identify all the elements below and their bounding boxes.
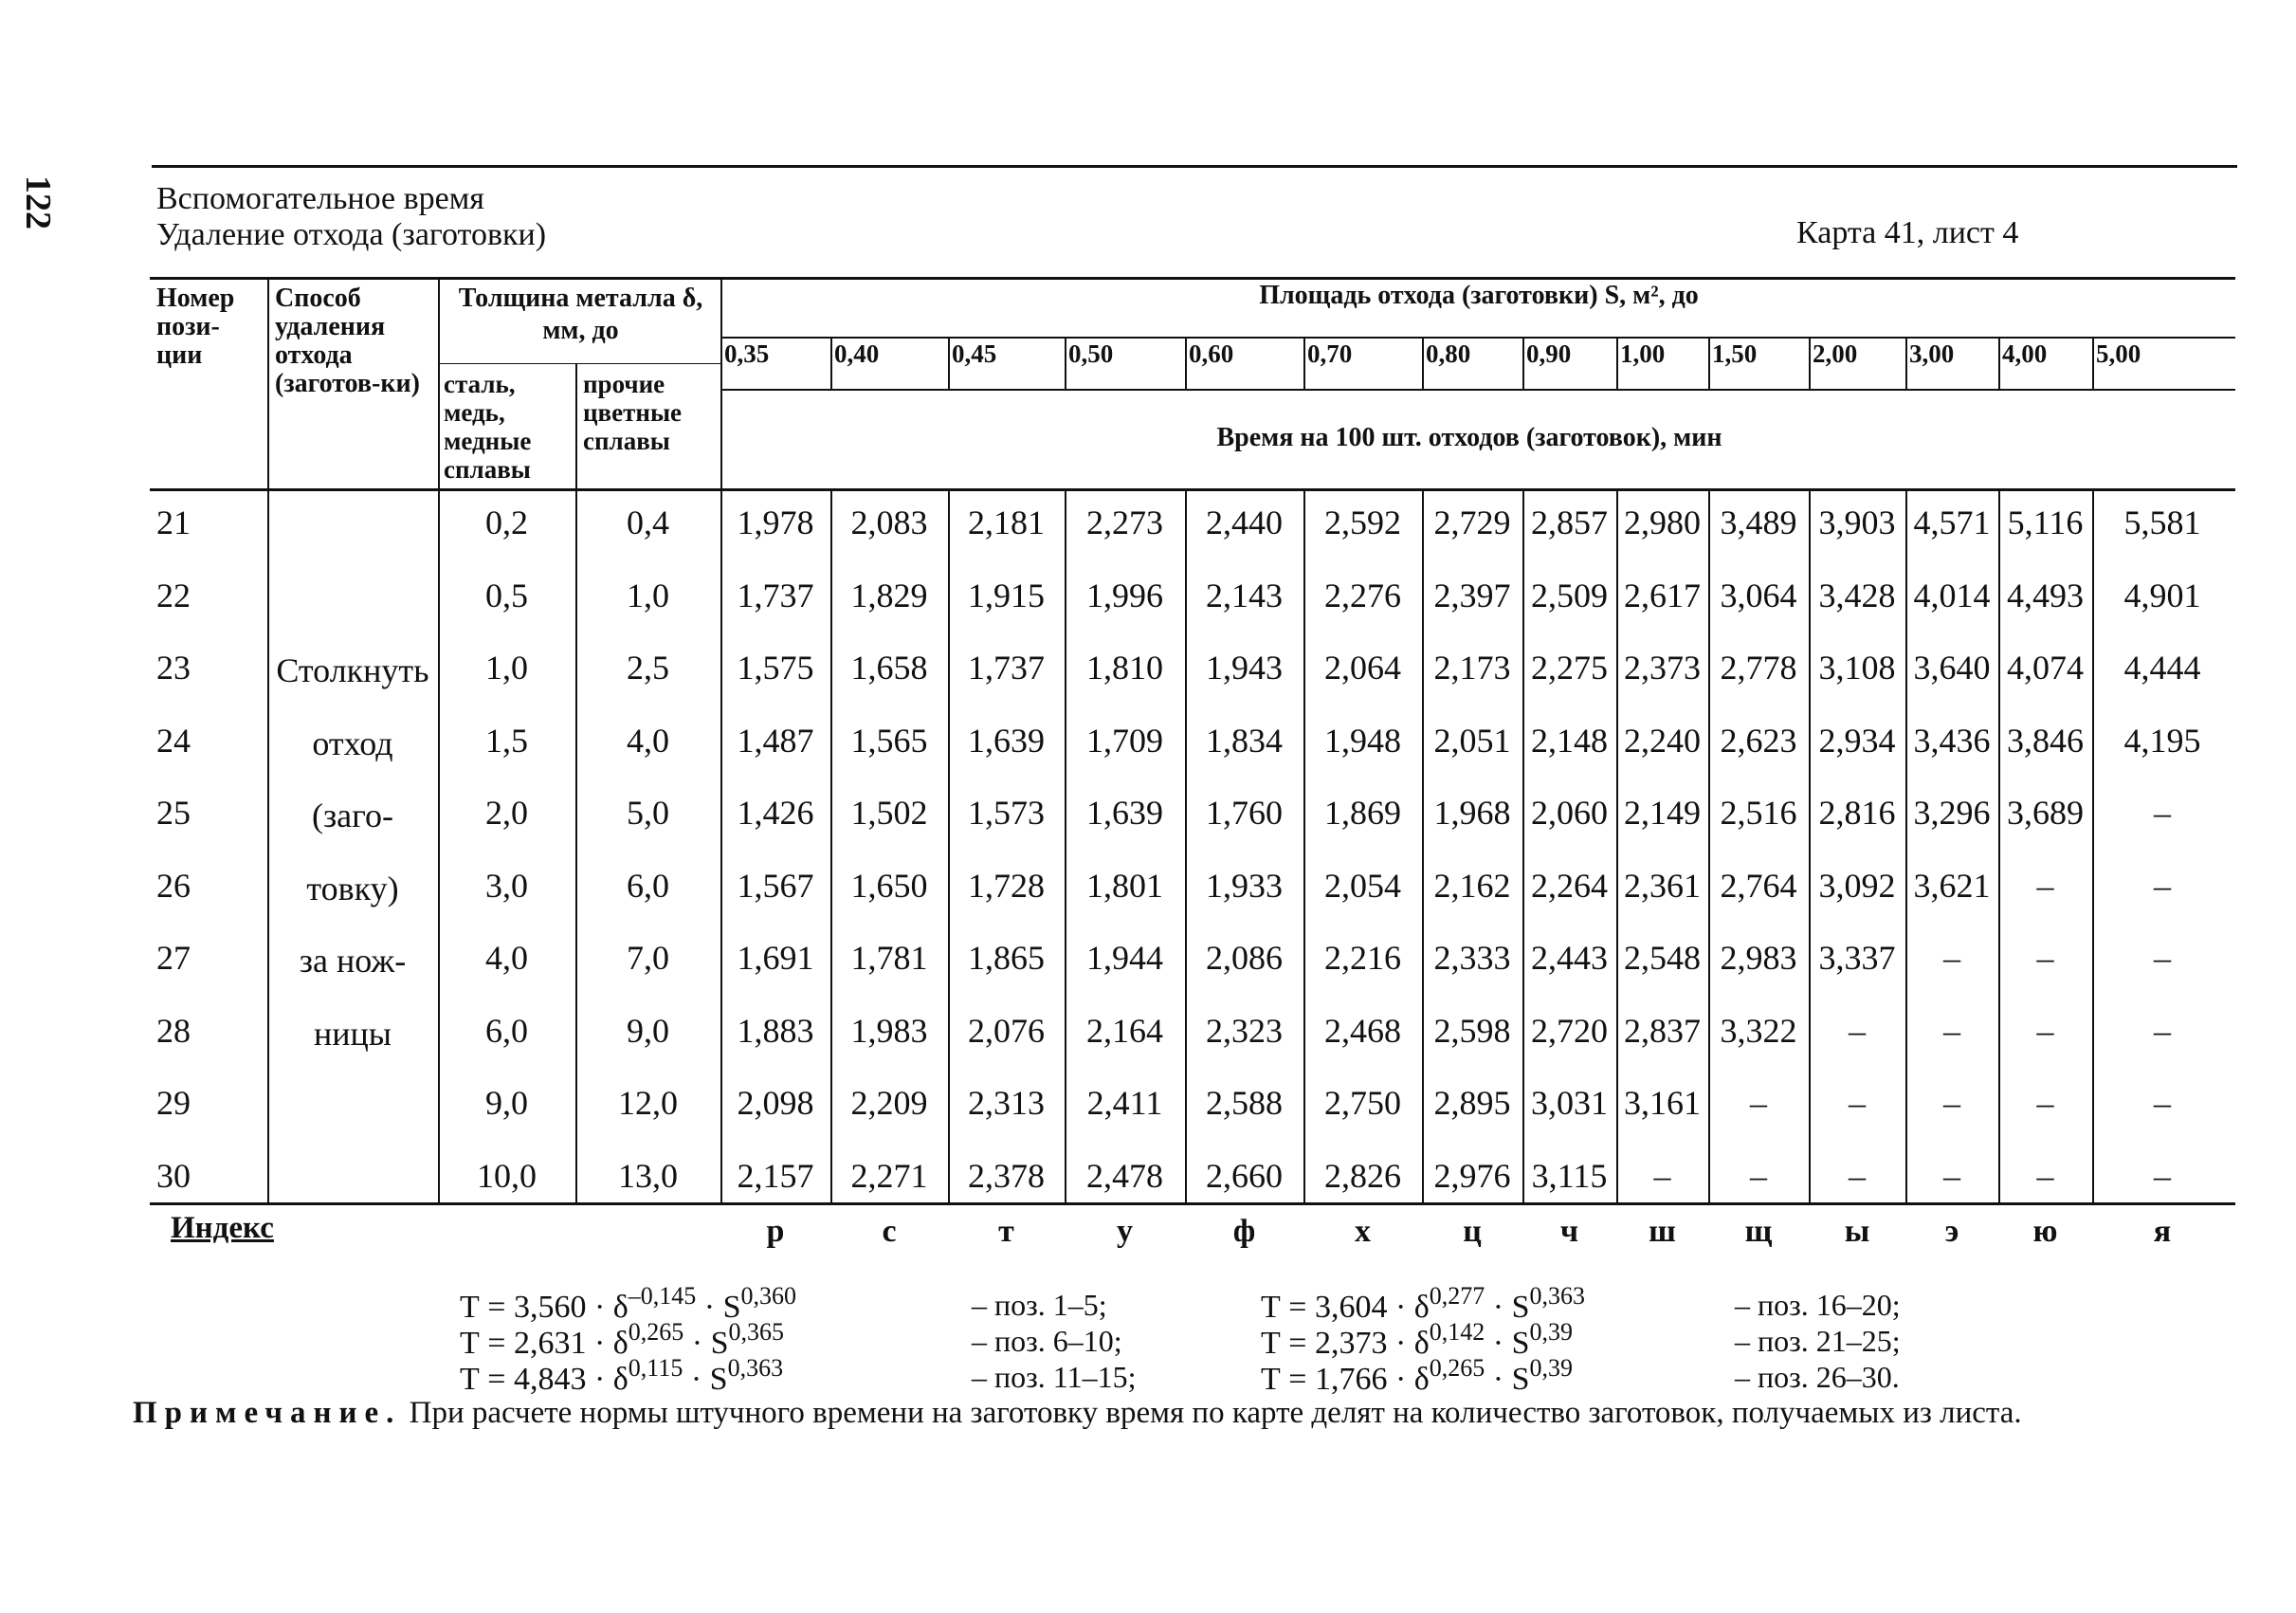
row-other: 9,0 [627,1011,669,1050]
table-cell: 2,443 [1531,939,1608,977]
table-cell: 2,826 [1324,1156,1401,1195]
method-text: отход [312,724,393,762]
table-cell: 3,846 [2007,721,2084,760]
index-letter: ш [1649,1214,1676,1249]
formula-exp-s: 0,360 [740,1282,797,1310]
formula-exp-delta: 0,265 [1429,1354,1485,1382]
table-cell: 2,361 [1624,866,1701,905]
method-text: ницы [314,1014,392,1053]
table-cell: 1,865 [968,939,1045,977]
table-cell: 2,164 [1086,1011,1163,1050]
row-steel: 9,0 [485,1084,528,1122]
table-cell: 2,729 [1433,504,1511,541]
table-cell: 2,980 [1624,504,1701,541]
table-cell: 3,031 [1531,1084,1608,1122]
row-position: 25 [156,794,191,832]
table-cell: 1,691 [737,939,814,977]
table-cell: – [2036,866,2054,905]
table-cell: 2,750 [1324,1084,1401,1122]
index-letter: ч [1559,1214,1579,1249]
row-position: 29 [156,1084,191,1122]
table-cell: 2,411 [1086,1084,1163,1122]
formula-exp-delta: 0,265 [628,1318,684,1346]
table-cell: 3,436 [1913,721,1991,760]
area-col-divider [1616,337,1618,389]
table-cell: 2,173 [1433,649,1511,687]
row-steel: 6,0 [485,1011,528,1050]
area-value: 0,90 [1526,339,1572,368]
table-cell: 1,943 [1206,649,1283,687]
formula-exp-delta: –0,145 [628,1282,697,1310]
table-cell: 3,689 [2007,794,2084,832]
table-cell: 2,313 [968,1084,1045,1122]
area-col-divider [1809,337,1811,389]
table-cell: 1,426 [737,794,814,832]
thickness-rule [438,363,720,364]
table-cell: 1,502 [850,794,928,832]
row-other: 1,0 [627,576,669,614]
table-cell: 3,640 [1913,649,1991,687]
header-position: Номер пози-ции [156,284,235,370]
index-letter: щ [1744,1214,1773,1249]
table-cell: 2,440 [1206,504,1283,541]
table-cell: – [1849,1084,1866,1122]
index-letter: э [1944,1214,1959,1249]
table-cell: – [1849,1156,1866,1195]
table-cell: 2,143 [1206,576,1283,614]
table-cell: 2,148 [1531,721,1608,760]
header-line2: Удаление отхода (заготовки) [156,217,547,252]
area-value: 4,00 [2002,339,2048,368]
table-cell: 2,934 [1818,721,1896,760]
row-position: 27 [156,939,191,977]
table-cell: 4,074 [2007,649,2084,687]
index-letter: ц [1463,1214,1482,1249]
table-cell: – [2036,939,2054,977]
table-cell: 1,978 [737,504,814,541]
table-cell: 2,157 [737,1156,814,1195]
area-value: 5,00 [2096,339,2141,368]
table-cell: 3,115 [1531,1156,1608,1195]
table-cell: 2,373 [1624,649,1701,687]
table-cell: 2,060 [1531,794,1608,832]
formula-coef: Т = 4,843 · δ [460,1362,629,1397]
table-cell: 1,728 [968,866,1045,905]
table-cell: – [1750,1084,1767,1122]
formula-positions: – поз. 26–30. [1735,1360,1900,1394]
table-cell: – [1943,1084,1960,1122]
method-text: Столкнуть [276,651,429,689]
index-letter: т [998,1214,1014,1249]
table-cell: 3,337 [1818,939,1896,977]
row-position: 26 [156,866,191,905]
row-steel: 1,5 [485,721,528,760]
table-cell: 2,778 [1720,649,1797,687]
area-value: 3,00 [1909,339,1955,368]
table-cell: 1,968 [1433,794,1511,832]
table-cell: 3,621 [1913,866,1991,905]
area-value: 0,50 [1068,339,1114,368]
table-cell: 1,567 [737,866,814,905]
formula-positions: – поз. 6–10; [972,1324,1122,1358]
row-other: 7,0 [627,939,669,977]
table-cell: 2,516 [1720,794,1797,832]
row-steel: 0,2 [485,504,528,541]
area-col-divider [948,337,950,389]
index-letter: ы [1844,1214,1870,1249]
table-cell: 2,598 [1433,1011,1511,1050]
formula-exp-s: 0,39 [1529,1318,1574,1346]
table-cell: – [2036,1084,2054,1122]
table-cell: 2,509 [1531,576,1608,614]
table-cell: 2,592 [1324,504,1401,541]
formula-exp-delta: 0,142 [1429,1318,1485,1346]
note-text: При расчете нормы штучного времени на заготовку время по карте делят на количество заготовок, получаемых из листа. [409,1396,2022,1430]
formula-positions: – поз. 1–5; [972,1288,1107,1322]
formula-mid: · S [1485,1362,1530,1397]
table-cell: 1,801 [1086,866,1163,905]
area-col-divider [830,337,832,389]
table-cell: 2,271 [850,1156,928,1195]
table-cell: 3,161 [1624,1084,1701,1122]
row-steel: 10,0 [477,1156,537,1195]
header-line1: Вспомогательное время [156,181,484,216]
top-rule [152,165,2237,168]
table-cell: 1,658 [850,649,928,687]
row-other: 0,4 [627,504,669,541]
area-value: 1,50 [1712,339,1758,368]
formula-mid: · S [683,1362,728,1397]
table-cell: 5,116 [2007,504,2084,541]
method-text: (заго- [311,797,394,834]
row-position: 24 [156,721,191,760]
table-cell: 2,162 [1433,866,1511,905]
table-cell: 1,487 [737,721,814,760]
table-cell: 2,548 [1624,939,1701,977]
row-other: 2,5 [627,649,669,687]
index-letter: ф [1232,1214,1256,1249]
formula-exp-s: 0,39 [1529,1354,1574,1382]
table-cell: 2,397 [1433,576,1511,614]
table-cell: 1,709 [1086,721,1163,760]
header-thickness: Толщина металла δ, мм, до [458,284,703,345]
table-cell: 2,378 [968,1156,1045,1195]
table-cell: – [2154,1011,2171,1050]
row-other: 6,0 [627,866,669,905]
table-cell: 2,623 [1720,721,1797,760]
table-cell: 1,915 [968,576,1045,614]
table-cell: 2,617 [1624,576,1701,614]
table-cell: 2,209 [850,1084,928,1122]
page-number: 122 [18,175,58,229]
table-cell: 1,639 [968,721,1045,760]
index-letter: я [2153,1214,2172,1249]
row-position: 30 [156,1156,191,1195]
area-value: 0,60 [1189,339,1234,368]
formula-mid: · S [683,1326,729,1361]
table-cell: 5,581 [2123,504,2201,541]
table-cell: 1,829 [850,576,928,614]
header-area: Площадь отхода (заготовки) S, м², до [1259,281,1699,310]
table-cell: 1,650 [850,866,928,905]
table-cell: 2,064 [1324,649,1401,687]
table-cell: – [2154,794,2171,832]
table-cell: 2,264 [1531,866,1608,905]
table-cell: 1,933 [1206,866,1283,905]
table-cell: 1,944 [1086,939,1163,977]
table-cell: 2,181 [968,504,1045,541]
index-letter: р [766,1214,785,1249]
area-col-divider [1422,337,1424,389]
header-time: Время на 100 шт. отходов (заготовок), мин [1216,423,1722,452]
formula [1261,1354,1573,1398]
table-cell: 2,323 [1206,1011,1283,1050]
row-position: 23 [156,649,191,687]
formula-positions: – поз. 11–15; [972,1360,1137,1394]
table-cell: 1,737 [968,649,1045,687]
row-position: 28 [156,1011,191,1050]
table-cell: 2,478 [1086,1156,1163,1195]
table-cell: 1,573 [968,794,1045,832]
area-value: 0,70 [1307,339,1353,368]
table-cell: 2,468 [1324,1011,1401,1050]
index-label: Индекс [171,1211,274,1245]
table-cell: 2,660 [1206,1156,1283,1195]
row-steel: 2,0 [485,794,528,832]
row-other: 13,0 [618,1156,678,1195]
table-cell: 1,639 [1086,794,1163,832]
row-other: 4,0 [627,721,669,760]
card-label: Карта 41, лист 4 [1796,215,2019,250]
table-cell: 3,092 [1818,866,1896,905]
formula-coef: Т = 2,631 · δ [460,1326,629,1361]
area-col-divider [1303,337,1305,389]
formula-exp-delta: 0,277 [1429,1282,1485,1310]
table-cell: 3,428 [1818,576,1896,614]
table-cell: 1,883 [737,1011,814,1050]
table-cell: 4,195 [2123,721,2201,760]
formula-positions: – поз. 16–20; [1735,1288,1901,1322]
table-cell: – [2036,1011,2054,1050]
table-cell: 1,869 [1324,794,1401,832]
area-value: 0,35 [724,339,770,368]
table-cell: 1,565 [850,721,928,760]
table-cell: 4,571 [1913,504,1991,541]
table-cell: 2,588 [1206,1084,1283,1122]
table-cell: 2,086 [1206,939,1283,977]
table-cell: 2,720 [1531,1011,1608,1050]
table-cell: 4,444 [2123,649,2201,687]
table-cell: 3,064 [1720,576,1797,614]
table-cell: – [1943,1156,1960,1195]
table-cell: 3,322 [1720,1011,1797,1050]
area-col-divider [1905,337,1907,389]
header-bottom-rule [150,488,2235,491]
table-cell: – [1653,1156,1671,1195]
table-cell: 2,240 [1624,721,1701,760]
table-cell: 1,810 [1086,649,1163,687]
table-cell: 2,098 [737,1084,814,1122]
table-cell: – [1943,939,1960,977]
formula-positions: – поз. 21–25; [1735,1324,1901,1358]
table-cell: 2,976 [1433,1156,1511,1195]
table-cell: 3,903 [1818,504,1896,541]
table-cell: 4,493 [2007,576,2084,614]
row-steel: 3,0 [485,866,528,905]
area-value: 0,80 [1426,339,1471,368]
area-col-divider [1998,337,2000,389]
area-values-rule [720,389,2235,391]
table-cell: – [2154,939,2171,977]
header-method: Способ удаления отхода (заготов-ки) [275,284,420,398]
table-cell: – [2154,866,2171,905]
formula-exp-delta: 0,115 [628,1354,683,1382]
table-cell: 3,489 [1720,504,1797,541]
table-cell: 2,857 [1531,504,1608,541]
table-cell: – [2154,1156,2171,1195]
row-steel: 4,0 [485,939,528,977]
area-col-divider [1065,337,1066,389]
column-divider [575,363,577,1202]
table-cell: 1,948 [1324,721,1401,760]
table-cell: 4,014 [1913,576,1991,614]
note-label: Примечание. [133,1396,402,1430]
formula-mid: · S [1485,1326,1530,1361]
index-letter: ю [2032,1214,2058,1249]
table-cell: 1,760 [1206,794,1283,832]
table-cell: 3,296 [1913,794,1991,832]
table-cell: 2,275 [1531,649,1608,687]
index-letter: с [882,1214,897,1249]
row-position: 21 [156,504,191,541]
table-cell: 2,895 [1433,1084,1511,1122]
table-cell: 1,983 [850,1011,928,1050]
table-cell: 2,276 [1324,576,1401,614]
table-cell: 1,834 [1206,721,1283,760]
table-cell: 2,273 [1086,504,1163,541]
formula-exp-s: 0,363 [1529,1282,1586,1310]
table-cell: 2,764 [1720,866,1797,905]
note [133,1394,2199,1432]
table-cell: 2,837 [1624,1011,1701,1050]
table-cell: 2,054 [1324,866,1401,905]
formula-exp-s: 0,363 [727,1354,784,1382]
formula-coef: Т = 3,604 · δ [1261,1290,1430,1325]
table-cell: 2,083 [850,504,928,541]
table-cell: – [1750,1156,1767,1195]
table-cell: – [1849,1011,1866,1050]
formula [460,1354,783,1398]
table-cell: 2,149 [1624,794,1701,832]
formula-coef: Т = 1,766 · δ [1261,1362,1430,1397]
area-value: 0,45 [952,339,997,368]
area-value: 0,40 [834,339,880,368]
table-cell: 1,781 [850,939,928,977]
table-cell: – [2154,1084,2171,1122]
index-letter: х [1355,1214,1371,1249]
row-steel: 0,5 [485,576,528,614]
row-other: 12,0 [618,1084,678,1122]
table-cell: 1,737 [737,576,814,614]
formula-coef: Т = 2,373 · δ [1261,1326,1430,1361]
table-cell: – [1943,1011,1960,1050]
row-other: 5,0 [627,794,669,832]
area-value: 2,00 [1813,339,1858,368]
row-steel: 1,0 [485,649,528,687]
table-cell: 2,816 [1818,794,1896,832]
formula-mid: · S [1485,1290,1530,1325]
table-cell: 1,575 [737,649,814,687]
table-bottom-rule [150,1202,2235,1205]
formula-coef: Т = 3,560 · δ [460,1290,629,1325]
table-cell: 2,333 [1433,939,1511,977]
index-letter: у [1117,1214,1133,1249]
area-col-divider [1708,337,1710,389]
method-text: за нож- [299,942,407,980]
row-position: 22 [156,576,191,614]
table-cell: 3,108 [1818,649,1896,687]
table-cell: 2,051 [1433,721,1511,760]
table-cell: 2,076 [968,1011,1045,1050]
area-col-divider [1185,337,1187,389]
header-steel: сталь, медь, медные сплавы [444,370,532,484]
table-cell: 2,983 [1720,939,1797,977]
formula-mid: · S [696,1290,741,1325]
table-cell: 1,996 [1086,576,1163,614]
table-cell: 4,901 [2123,576,2201,614]
area-value: 1,00 [1620,339,1666,368]
table-cell: 2,216 [1324,939,1401,977]
table-cell: – [2036,1156,2054,1195]
method-text: товку) [306,869,399,907]
area-col-divider [2092,337,2094,389]
header-other: прочие цветные сплавы [583,370,683,455]
formula-exp-s: 0,365 [728,1318,785,1346]
area-col-divider [1522,337,1524,389]
